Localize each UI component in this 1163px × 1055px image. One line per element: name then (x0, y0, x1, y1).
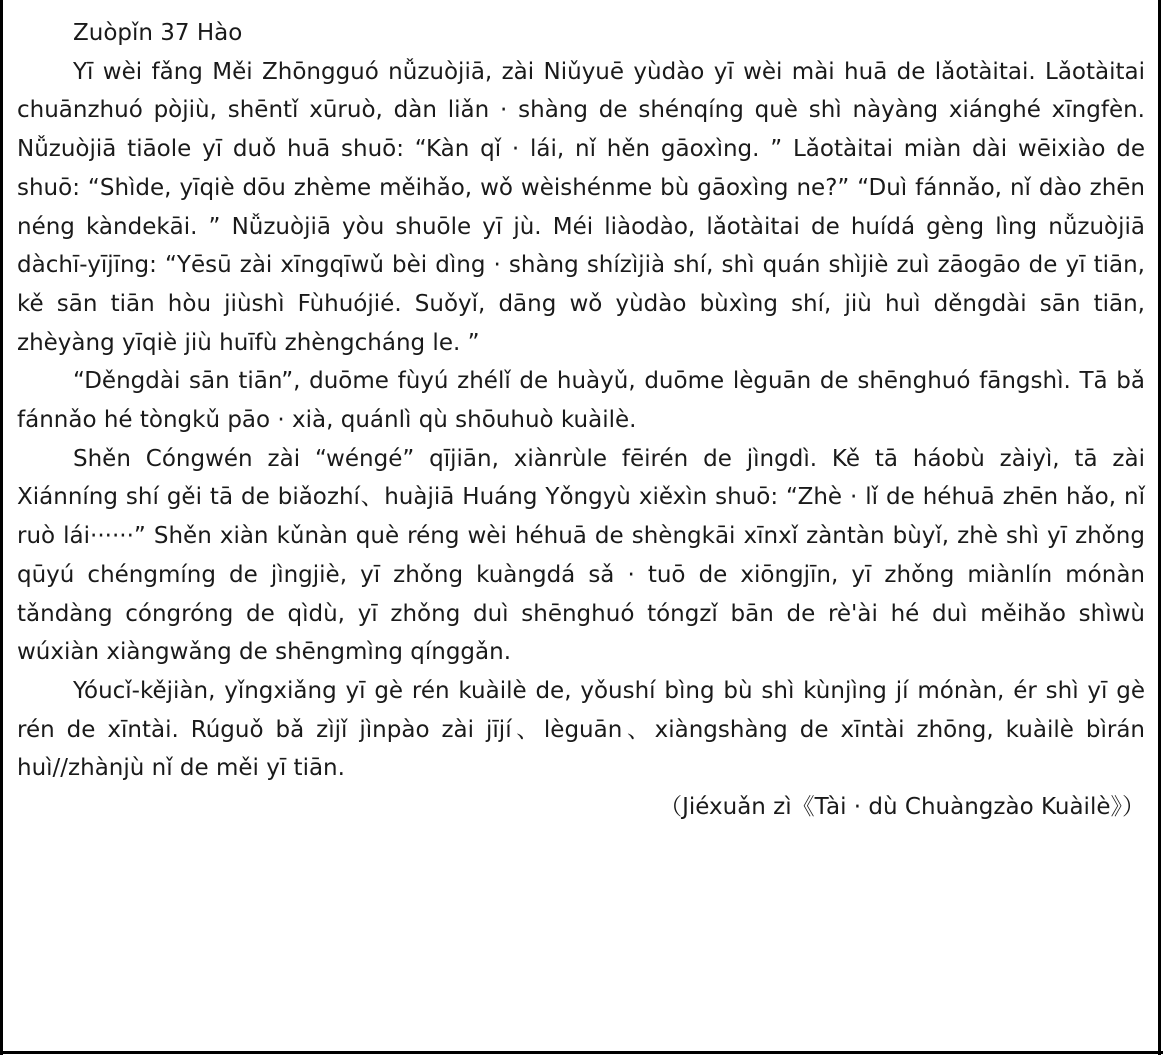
document-body (17, 14, 1145, 827)
page-border-left (0, 0, 3, 1055)
page-border-bottom (0, 1051, 1163, 1054)
paragraph-1: Yī wèi fǎng Měi Zhōngguó nǚzuòjiā, zài Niǔyuē yùdào yī wèi mài huā de lǎotàitai. Lǎotàitai chuānzhuó pòjiù, shēntǐ xūruò, dàn liǎn · shàng de shénqíng què shì nàyàng xiánghé xīngfèn. Nǚzuòjiā tiāole yī duǒ huā shuō: “Kàn qǐ · lái, nǐ hěn gāoxìng. ” Lǎotàitai miàn dài wēixiào de shuō: “Shìde, yīqiè dōu zhème měihǎo, wǒ wèishénme bù gāoxìng ne?” “Duì fánnǎo, nǐ dào zhēn néng kàndekāi. ” Nǚzuòjiā yòu shuōle yī jù. Méi liàodào, lǎotàitai de huídá gèng lìng nǚzuòjiā dàchī-yījīng: “Yēsū zài xīngqīwǔ bèi dìng · shàng shízìjià shí, shì quán shìjiè zuì zāogāo de yī tiān, kě sān tiān hòu jiùshì Fùhuójié. Suǒyǐ, dāng wǒ yùdào bùxìng shí, jiù huì děngdài sān tiān, zhèyàng yīqiè jiù huīfù zhèngcháng le. ” (17, 58, 1145, 356)
paragraph-4: Yóucǐ-kějiàn, yǐngxiǎng yī gè rén kuàilè de, yǒushí bìng bù shì kùnjìng jí mónàn, ér shì yī gè rén de xīntài. Rúguǒ bǎ zìjǐ jìnpào zài jījí、lèguān、xiàngshàng de xīntài zhōng, kuàilè bìrán huì//zhànjù nǐ de měi yī tiān. (17, 677, 1145, 782)
page-border-right (1158, 0, 1161, 1055)
document-title: Zuòpǐn 37 Hào (73, 20, 243, 46)
source-citation: （Jiéxuǎn zì《Tài · dù Chuàngzào Kuàilè》） (659, 794, 1145, 821)
paragraph-2: “Děngdài sān tiān”, duōme fùyú zhélǐ de huàyǔ, duōme lèguān de shēnghuó fāngshì. Tā bǎ fánnǎo hé tòngkǔ pāo · xià, quánlì qù shōuhuò kuàilè. (17, 368, 1145, 434)
paragraph-3: Shěn Cóngwén zài “wéngé” qījiān, xiànrùle fēirén de jìngdì. Kě tā háobù zàiyì, tā zài Xiánníng shí gěi tā de biǎozhí、huàjiā Huáng Yǒngyù xiěxìn shuō: “Zhè · lǐ de héhuā zhēn hǎo, nǐ ruò lái······” Shěn xiàn kǔnàn què réng wèi héhuā de shèngkāi xīnxǐ zàntàn bùyǐ, zhè shì yī zhǒng qūyú chéngmíng de jìngjiè, yī zhǒng kuàngdá sǎ · tuō de xiōngjīn, yī zhǒng miànlín mónàn tǎndàng cóngróng de qìdù, yī zhǒng duì shēnghuó tóngzǐ bān de rè'ài hé duì měihǎo shìwù wúxiàn xiàngwǎng de shēngmìng qínggǎn. (17, 445, 1145, 666)
